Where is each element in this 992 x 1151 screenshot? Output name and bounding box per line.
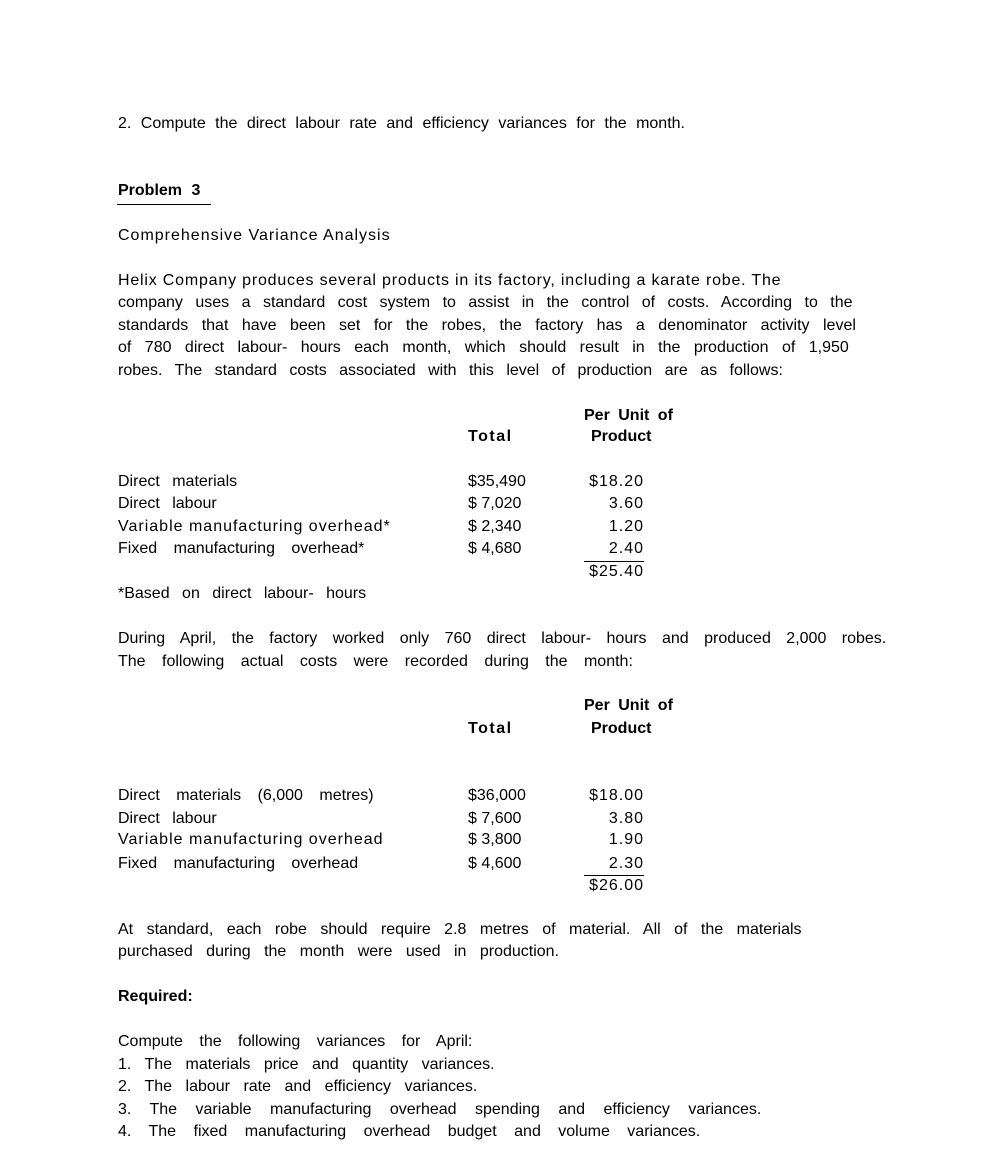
row-per-unit: 1.90 xyxy=(608,831,644,848)
footnote: *Based on direct labour- hours xyxy=(118,585,367,602)
row-total: $ 7,020 xyxy=(468,495,522,512)
required-item: 2. The labour rate and efficiency variances. xyxy=(118,1078,478,1095)
row-total: $ 4,680 xyxy=(468,540,522,557)
row-label: Direct labour xyxy=(118,810,217,827)
row-per-unit: $18.20 xyxy=(589,473,644,490)
paragraph-line: During April, the factory worked only 760 direct labour- hours and produced 2,000 robes. xyxy=(118,630,887,647)
paragraph-line: The following actual costs were recorded during the month: xyxy=(118,653,633,670)
intro-question: 2. Compute the direct labour rate and efficiency variances for the month. xyxy=(118,115,685,132)
row-per-unit: 1.20 xyxy=(608,518,644,535)
row-per-unit: 3.80 xyxy=(608,810,644,827)
heading-underline xyxy=(117,204,211,205)
row-per-unit: 3.60 xyxy=(608,495,644,512)
row-per-unit: 2.30 xyxy=(608,855,644,872)
row-total: $36,000 xyxy=(468,787,526,804)
paragraph-line: At standard, each robe should require 2.8 metres of material. All of the materials xyxy=(118,921,802,938)
paragraph-line: of 780 direct labour- hours each month, which should result in the production of 1,950 xyxy=(118,339,849,356)
row-label: Variable manufacturing overhead* xyxy=(118,518,391,535)
column-header-per-unit: Per Unit of xyxy=(584,697,673,714)
row-per-unit: 2.40 xyxy=(608,540,644,557)
column-header-product: Product xyxy=(591,720,652,737)
paragraph-line: purchased during the month were used in production. xyxy=(118,943,560,960)
column-header-per-unit: Per Unit of xyxy=(584,407,673,424)
unit-cost-total: $26.00 xyxy=(584,875,644,896)
column-header-total: Total xyxy=(468,720,513,737)
paragraph-line: company uses a standard cost system to assist in the control of costs. According to the xyxy=(118,294,853,311)
section-subtitle: Comprehensive Variance Analysis xyxy=(118,227,391,244)
required-item: 4. The fixed manufacturing overhead budget and volume variances. xyxy=(118,1123,701,1140)
row-total: $ 3,800 xyxy=(468,831,522,848)
row-total: $ 4,600 xyxy=(468,855,522,872)
column-header-total: Total xyxy=(468,428,513,445)
required-label: Required: xyxy=(118,988,193,1005)
row-label: Variable manufacturing overhead xyxy=(118,831,384,848)
paragraph-line: Helix Company produces several products in its factory, including a karate robe. The xyxy=(118,272,782,289)
row-per-unit: $18.00 xyxy=(589,787,644,804)
row-label: Direct materials xyxy=(118,473,238,490)
required-intro: Compute the following variances for April: xyxy=(118,1033,473,1050)
paragraph-line: standards that have been set for the robes, the factory has a denominator activity level xyxy=(118,317,856,334)
row-label: Fixed manufacturing overhead xyxy=(118,855,359,872)
unit-cost-total: $25.40 xyxy=(584,561,644,582)
row-total: $ 2,340 xyxy=(468,518,522,535)
column-header-product: Product xyxy=(591,428,652,445)
row-total: $35,490 xyxy=(468,473,526,490)
paragraph-line: robes. The standard costs associated with this level of production are as follows: xyxy=(118,362,783,379)
row-label: Direct labour xyxy=(118,495,217,512)
row-label: Direct materials (6,000 metres) xyxy=(118,787,374,804)
required-item: 3. The variable manufacturing overhead spending and efficiency variances. xyxy=(118,1101,762,1118)
required-item: 1. The materials price and quantity variances. xyxy=(118,1056,495,1073)
row-total: $ 7,600 xyxy=(468,810,522,827)
problem-heading: Problem 3 xyxy=(118,182,201,199)
row-label: Fixed manufacturing overhead* xyxy=(118,540,365,557)
